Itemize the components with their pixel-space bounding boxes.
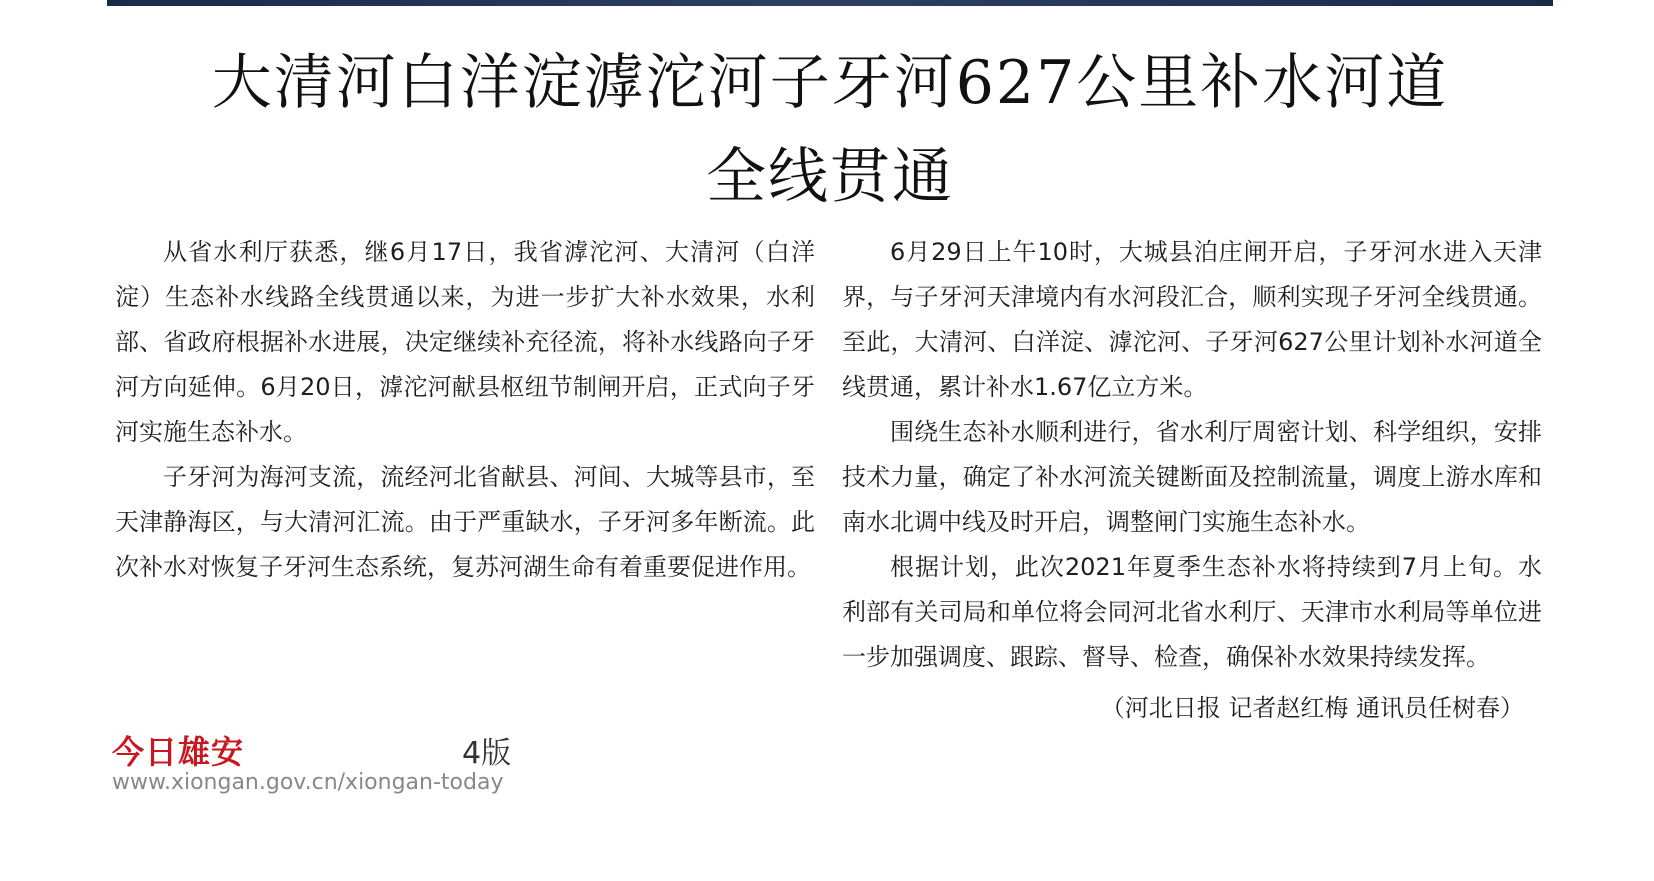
paragraph-right-1: 6月29日上午10时，大城县泊庄闸开启，子牙河水进入天津界，与子牙河天津境内有水河段汇合，顺利实现子牙河全线贯通。至此，大清河、白洋淀、滹沱河、子牙河627公里计划补水河道全线贯通，累计补水1.67亿立方米。 xyxy=(842,238,1542,401)
paragraph-left-1: 从省水利厅获悉，继6月17日，我省滹沱河、大清河（白洋淀）生态补水线路全线贯通以来，为进一步扩大补水效果，水利部、省政府根据补水进展，决定继续补充径流，将补水线路向子牙河方向延伸。6月20日，滹沱河献县枢纽节制闸开启，正式向子牙河实施生态补水。 xyxy=(115,238,815,446)
headline-line-2: 全线贯通 xyxy=(706,142,954,212)
article-byline: （河北日报 记者赵红梅 通讯员任树春） xyxy=(1100,694,1524,722)
article-left-column xyxy=(115,230,815,590)
paragraph-left-2: 子牙河为海河支流，流经河北省献县、河间、大城等县市，至天津静海区，与大清河汇流。由于严重缺水，子牙河多年断流。此次补水对恢复子牙河生态系统，复苏河湖生命有着重要促进作用。 xyxy=(115,463,815,581)
publication-url-link[interactable]: www.xiongan.gov.cn/xiongan-today xyxy=(112,770,504,795)
article-right-column xyxy=(842,230,1542,731)
article-headline xyxy=(107,36,1553,224)
publication-logo: 今日雄安 xyxy=(112,733,245,771)
headline-line-1: 大清河白洋淀滹沱河子牙河627公里补水河道 xyxy=(211,48,1449,118)
paragraph-right-2: 围绕生态补水顺利进行，省水利厅周密计划、科学组织，安排技术力量，确定了补水河流关键断面及控制流量，调度上游水库和南水北调中线及时开启，调整闸门实施生态补水。 xyxy=(842,418,1542,536)
top-accent-bar xyxy=(107,0,1553,6)
page-number-label: 4版 xyxy=(462,736,512,771)
paragraph-right-3: 根据计划，此次2021年夏季生态补水将持续到7月上旬。水利部有关司局和单位将会同河北省水利厅、天津市水利局等单位进一步加强调度、跟踪、督导、检查，确保补水效果持续发挥。 xyxy=(842,553,1542,671)
